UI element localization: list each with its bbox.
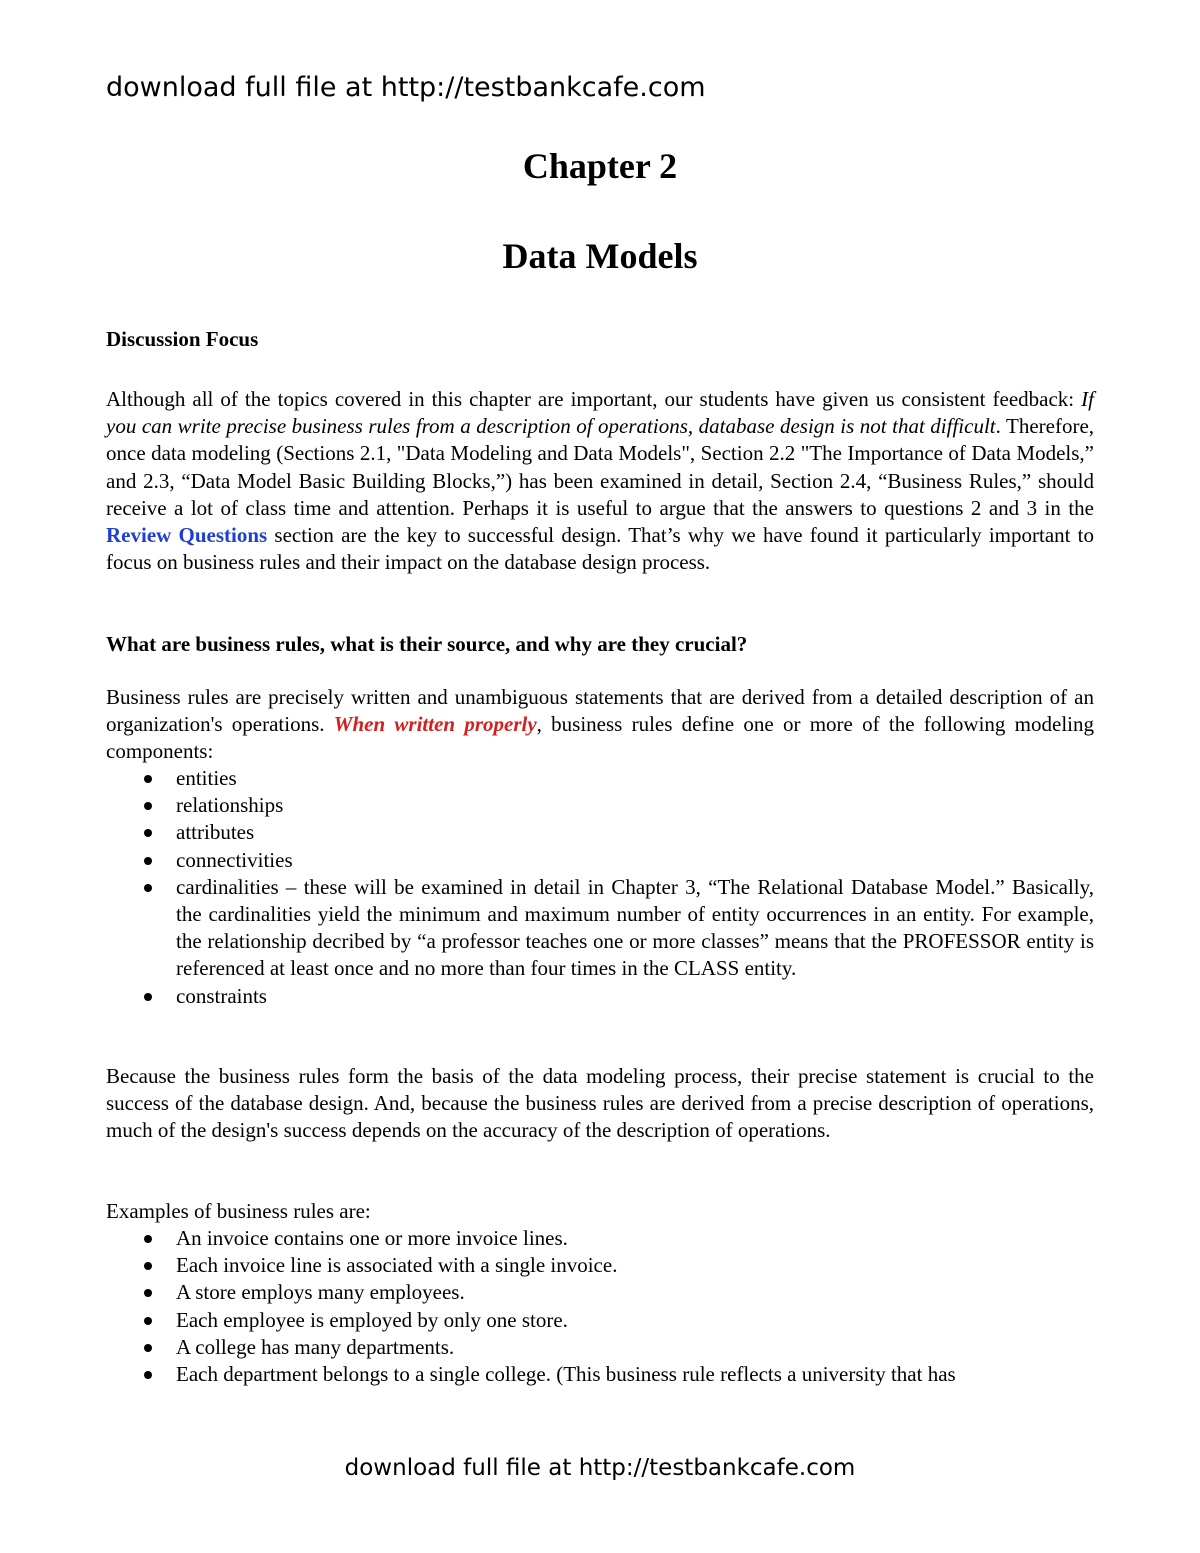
business-rules-question-heading: What are business rules, what is their source, and why are they crucial? (106, 632, 748, 656)
list-item: connectivities (106, 847, 1094, 874)
download-banner-top: download full file at http://testbankcafe.com (106, 72, 706, 103)
discussion-focus-heading: Discussion Focus (106, 327, 259, 351)
importance-paragraph: Because the business rules form the basis of the data modeling process, their precise statement is crucial to the success of the database design. And, because the business rules are derived from a precise description of operations, much of the design's success depends on the accuracy of the description of operations. (106, 1064, 1094, 1143)
business-rules-paragraph (106, 684, 1094, 766)
discussion-text-2: . Therefore, once data modeling (Sections 2.1, "Data Modeling and Data Models", Section 2.2 "The Importance of Data Models,” and 2.3, “Data Model Basic Building Blocks,”) has been examined in detail, Section 2.4, “Business Rules,” should receive a lot of class time and attention. Perhaps it is useful to argue that the answers to questions 2 and 3 in the (106, 414, 1095, 520)
business-rules-text-2: , business rules define one or more of the following modeling components: (106, 712, 1095, 764)
discussion-paragraph (106, 386, 1094, 576)
business-rule-examples-list (106, 1225, 1094, 1388)
discussion-text-3: section are the key to successful design. That’s why we have found it particularly important to focus on business rules and their impact on the database design process. (106, 523, 1095, 575)
download-banner-bottom: download full file at http://testbankcafe.com (344, 1455, 856, 1481)
examples-intro: Examples of business rules are: (106, 1199, 371, 1223)
list-item: A store employs many employees. (106, 1279, 1094, 1306)
review-questions-link[interactable]: Review Questions (106, 523, 268, 548)
list-item: entities (106, 765, 1094, 792)
discussion-text-1: Although all of the topics covered in this chapter are important, our students have given us consistent feedback: (106, 387, 1082, 411)
list-item: constraints (106, 983, 1094, 1010)
list-item: An invoice contains one or more invoice lines. (106, 1225, 1094, 1252)
list-item: Each invoice line is associated with a single invoice. (106, 1252, 1094, 1279)
list-item: relationships (106, 792, 1094, 819)
business-rules-text-1: Business rules are precisely written and unambiguous statements that are derived from a detailed description of an organization's operations. (106, 685, 1094, 737)
list-item: A college has many departments. (106, 1334, 1094, 1361)
list-item: Each employee is employed by only one store. (106, 1307, 1094, 1334)
list-item: attributes (106, 819, 1094, 846)
chapter-title: Data Models (502, 236, 698, 276)
when-written-properly-emphasis: When written properly (333, 712, 537, 737)
discussion-italic-quote: If you can write precise business rules from a description of operations, database design is not that difficult (106, 387, 1094, 439)
modeling-components-list (106, 765, 1094, 1010)
list-item: Each department belongs to a single college. (This business rule reflects a university that has (106, 1361, 1094, 1388)
list-item: cardinalities – these will be examined in detail in Chapter 3, “The Relational Database Model.” Basically, the cardinalities yield the minimum and maximum number of entity occurrences in an entity. For example, the relationship decribed by “a professor teaches one or more classes” means that the PROFESSOR entity is referenced at least once and no more than four times in the CLASS entity. (106, 874, 1094, 983)
chapter-number: Chapter 2 (522, 146, 678, 186)
